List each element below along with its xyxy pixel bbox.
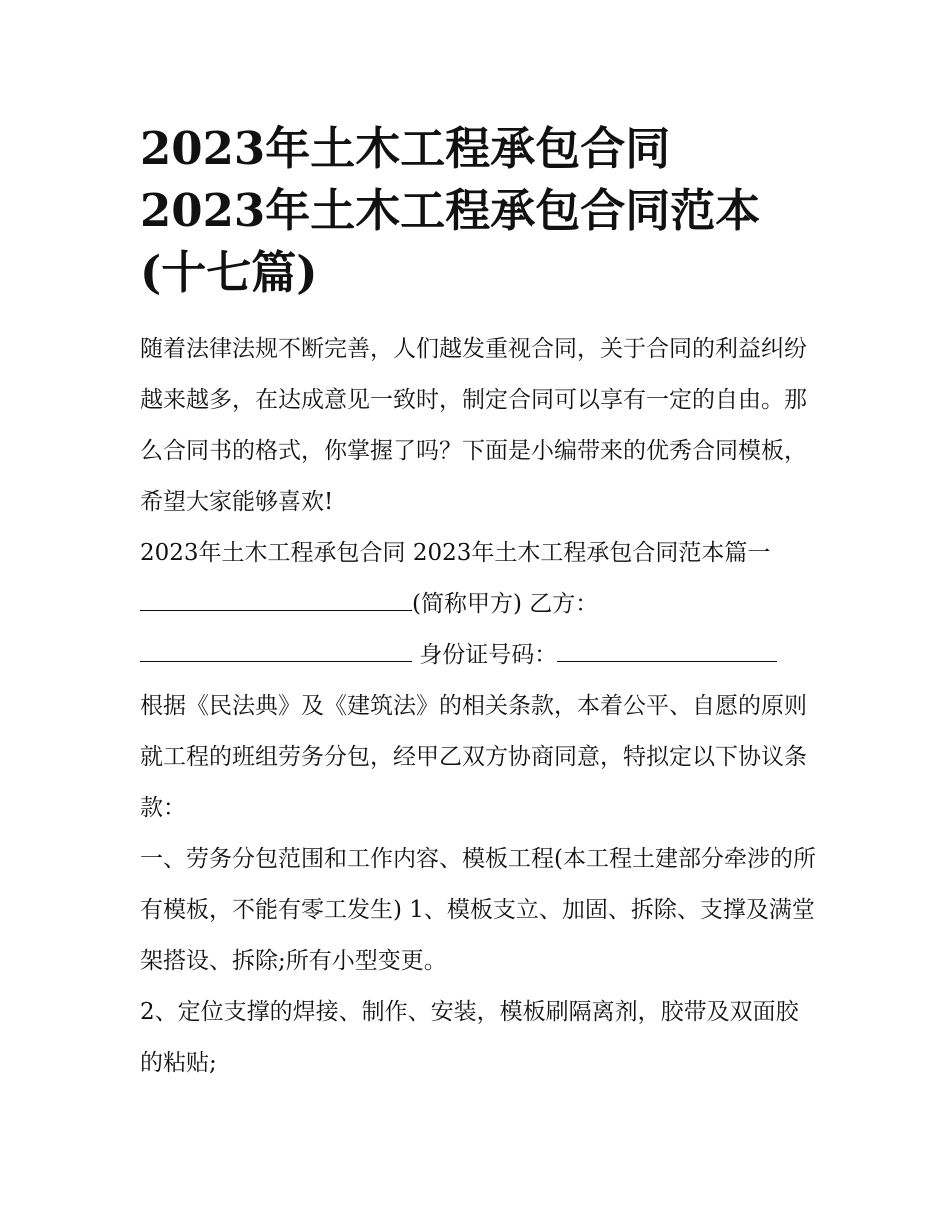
title-line-2: 2023年土木工程承包合同范本	[140, 184, 761, 237]
intro-paragraph: 随着法律法规不断完善，人们越发重视合同，关于合同的利益纠纷越来越多，在达成意见一致时，制定合同可以享有一定的自由。那么合同书的格式，你掌握了吗？下面是小编带来的优秀合同模板，希望大家能够喜欢!	[140, 336, 807, 515]
title-line-3: (十七篇)	[140, 246, 318, 299]
document-body	[140, 324, 820, 1089]
document-title	[140, 118, 820, 304]
id-label: 身份证号码：	[412, 642, 558, 668]
party-b-line	[140, 630, 820, 681]
basis-paragraph: 根据《民法典》及《建筑法》的相关条款，本着公平、自愿的原则就工程的班组劳务分包，经甲乙双方协商同意，特拟定以下协议条款：	[140, 693, 807, 821]
id-number-blank	[557, 635, 777, 662]
clause-1: 一、劳务分包范围和工作内容、模板工程(本工程土建部分牵涉的所有模板，不能有零工发生) 1、模板支立、加固、拆除、支撑及满堂架搭设、拆除;所有小型变更。	[140, 846, 816, 974]
party-b-blank	[140, 635, 412, 662]
clause-2: 2、定位支撑的焊接、制作、安装，模板刷隔离剂，胶带及双面胶的粘贴;	[140, 999, 799, 1076]
party-a-line	[140, 579, 820, 630]
title-line-1: 2023年土木工程承包合同	[140, 122, 671, 175]
party-a-blank	[140, 584, 412, 611]
document-page	[140, 118, 820, 1089]
party-a-suffix: (简称甲方) 乙方：	[412, 591, 599, 617]
section-heading: 2023年土木工程承包合同 2023年土木工程承包合同范本篇一	[140, 540, 771, 566]
